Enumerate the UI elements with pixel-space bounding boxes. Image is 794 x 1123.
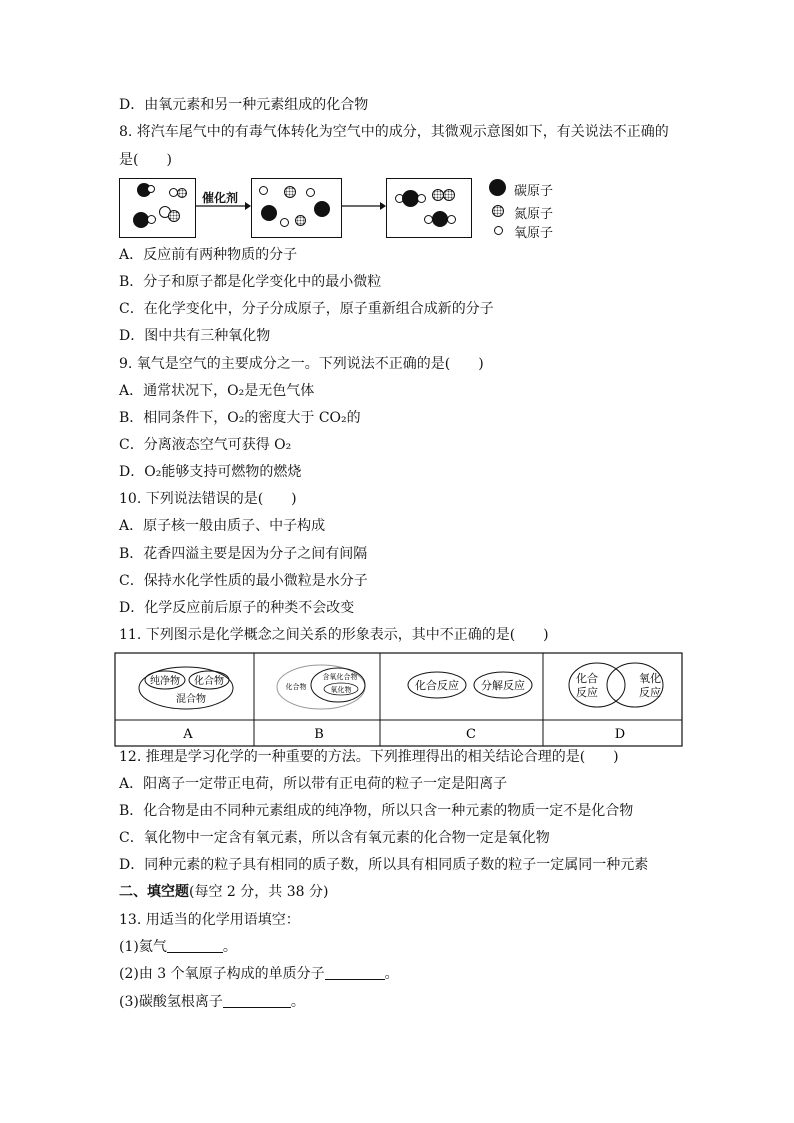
d-combination-1: 化合 bbox=[576, 672, 598, 685]
answer-blank-1[interactable] bbox=[167, 938, 223, 953]
d-oxidation-1: 氧化 bbox=[639, 672, 661, 685]
carbon-atom bbox=[261, 205, 277, 221]
q13-item-3 bbox=[119, 993, 305, 1011]
answer-blank-3[interactable] bbox=[223, 993, 291, 1008]
b-oxygen-compound: 含氧化合物 bbox=[322, 673, 358, 681]
answer-blank-2[interactable] bbox=[325, 965, 385, 980]
q12-option-d: D．同种元素的粒子具有相同的质子数，所以具有相同质子数的粒子一定属同一种元素 bbox=[119, 857, 649, 873]
label-c: C bbox=[466, 727, 476, 742]
q13-item-1 bbox=[119, 938, 237, 956]
q10-option-c: C．保持水化学性质的最小微粒是水分子 bbox=[119, 573, 368, 589]
intermediate-box bbox=[251, 178, 342, 238]
nitrogen-legend-icon bbox=[492, 205, 504, 217]
nitrogen-atom bbox=[168, 210, 180, 222]
b-oxide: 氧化物 bbox=[330, 686, 352, 694]
section-2-score: (每空 2 分，共 38 分) bbox=[189, 884, 329, 900]
a-pure-substance: 纯净物 bbox=[150, 676, 180, 687]
oxygen-atom bbox=[424, 215, 433, 224]
q10-stem: 10. 下列说法错误的是( ) bbox=[119, 491, 297, 507]
a-compound: 化合物 bbox=[194, 676, 224, 687]
carbon-atom bbox=[432, 211, 448, 227]
section-2-heading bbox=[119, 883, 328, 901]
q13-stem: 13. 用适当的化学用语填空： bbox=[119, 912, 300, 928]
q13-item-2 bbox=[119, 965, 399, 983]
q11-concept-table bbox=[114, 652, 684, 748]
q8-option-b: B．分子和原子都是化学变化中的最小微粒 bbox=[119, 274, 382, 290]
label-b: B bbox=[314, 727, 324, 742]
oxygen-atom bbox=[147, 215, 156, 224]
q8-option-c: C．在化学变化中，分子分成原子，原子重新组合成新的分子 bbox=[119, 301, 494, 317]
label-d: D bbox=[614, 727, 626, 742]
q12-option-c: C．氧化物中一定含有氧元素，所以含有氧元素的化合物一定是氧化物 bbox=[119, 830, 550, 846]
oxygen-atom bbox=[447, 215, 456, 224]
q7-option-d: D．由氧元素和另一种元素组成的化合物 bbox=[119, 97, 369, 113]
oxygen-atom bbox=[147, 185, 155, 193]
nitrogen-atom bbox=[295, 215, 306, 226]
legend-oxygen: 氧原子 bbox=[514, 226, 554, 241]
period: 。 bbox=[384, 966, 399, 982]
q10-option-b: B．花香四溢主要是因为分子之间有间隔 bbox=[119, 546, 368, 562]
legend-carbon: 碳原子 bbox=[514, 184, 554, 199]
q9-stem: 9. 氧气是空气的主要成分之一。下列说法不正确的是( ) bbox=[119, 356, 484, 372]
q8-stem: 8. 将汽车尾气中的有毒气体转化为空气中的成分，其微观示意图如下，有关说法不正确的 bbox=[119, 124, 669, 140]
q12-option-a: A．阳离子一定带正电荷，所以带有正电荷的粒子一定是阳离子 bbox=[119, 776, 508, 792]
q13-item-2-text: (2)由 3 个氧原子构成的单质分子 bbox=[119, 966, 325, 982]
cell-d-diagram bbox=[569, 663, 663, 707]
q8-stem-cont: 是( ) bbox=[119, 152, 172, 168]
q8-option-d: D．图中共有三种氧化物 bbox=[119, 328, 271, 344]
d-oxidation-2: 反应 bbox=[639, 686, 661, 699]
a-mixture: 混合物 bbox=[176, 694, 206, 705]
q9-option-c: C．分离液态空气可获得 O₂ bbox=[119, 437, 292, 453]
period: 。 bbox=[290, 994, 305, 1010]
q9-option-b: B．相同条件下，O₂的密度大于 CO₂的 bbox=[119, 410, 361, 426]
oxygen-atom bbox=[417, 194, 426, 203]
oxygen-atom bbox=[306, 188, 315, 197]
q10-option-d: D．化学反应前后原子的种类不会改变 bbox=[119, 600, 355, 616]
b-compound: 化合物 bbox=[285, 683, 307, 691]
label-a: A bbox=[183, 727, 193, 742]
carbon-legend-icon bbox=[489, 179, 506, 196]
q9-option-d: D．O₂能够支持可燃物的燃烧 bbox=[119, 464, 302, 480]
q8-option-a: A．反应前有两种物质的分子 bbox=[119, 247, 298, 263]
c-combination: 化合反应 bbox=[415, 679, 459, 692]
cell-a-diagram bbox=[139, 667, 233, 709]
cell-b-diagram bbox=[277, 665, 365, 709]
q13-item-3-text: (3)碳酸氢根离子 bbox=[119, 994, 223, 1010]
d-combination-2: 反应 bbox=[576, 686, 598, 699]
cell-c-diagram bbox=[408, 672, 532, 698]
q9-option-a: A．通常状况下，O₂是无色气体 bbox=[119, 383, 315, 399]
catalyst-label: 催化剂 bbox=[202, 191, 239, 205]
oxygen-legend-icon bbox=[494, 226, 503, 235]
q10-option-a: A．原子核一般由质子、中子构成 bbox=[119, 518, 326, 534]
q11-stem: 11. 下列图示是化学概念之间关系的形象表示，其中不正确的是( ) bbox=[119, 627, 549, 643]
q12-stem: 12. 推理是学习化学的一种重要的方法。下列推理得出的相关结论合理的是( ) bbox=[119, 749, 619, 765]
oxygen-atom bbox=[280, 218, 289, 227]
c-decomposition: 分解反应 bbox=[481, 679, 525, 692]
q13-item-1-text: (1)氦气 bbox=[119, 939, 167, 955]
product-box bbox=[386, 178, 472, 238]
legend-nitrogen: 氮原子 bbox=[514, 207, 554, 222]
oxygen-atom bbox=[259, 186, 268, 195]
carbon-atom bbox=[314, 201, 330, 217]
nitrogen-atom bbox=[284, 186, 296, 198]
section-2-title: 二、填空题 bbox=[119, 884, 189, 900]
q12-option-b: B．化合物是由不同种元素组成的纯净物，所以只含一种元素的物质一定不是化合物 bbox=[119, 803, 634, 819]
nitrogen-atom bbox=[443, 189, 455, 201]
reactant-box bbox=[119, 178, 196, 238]
nitrogen-atom bbox=[177, 188, 187, 198]
period: 。 bbox=[222, 939, 237, 955]
reaction-arrow bbox=[342, 200, 386, 212]
